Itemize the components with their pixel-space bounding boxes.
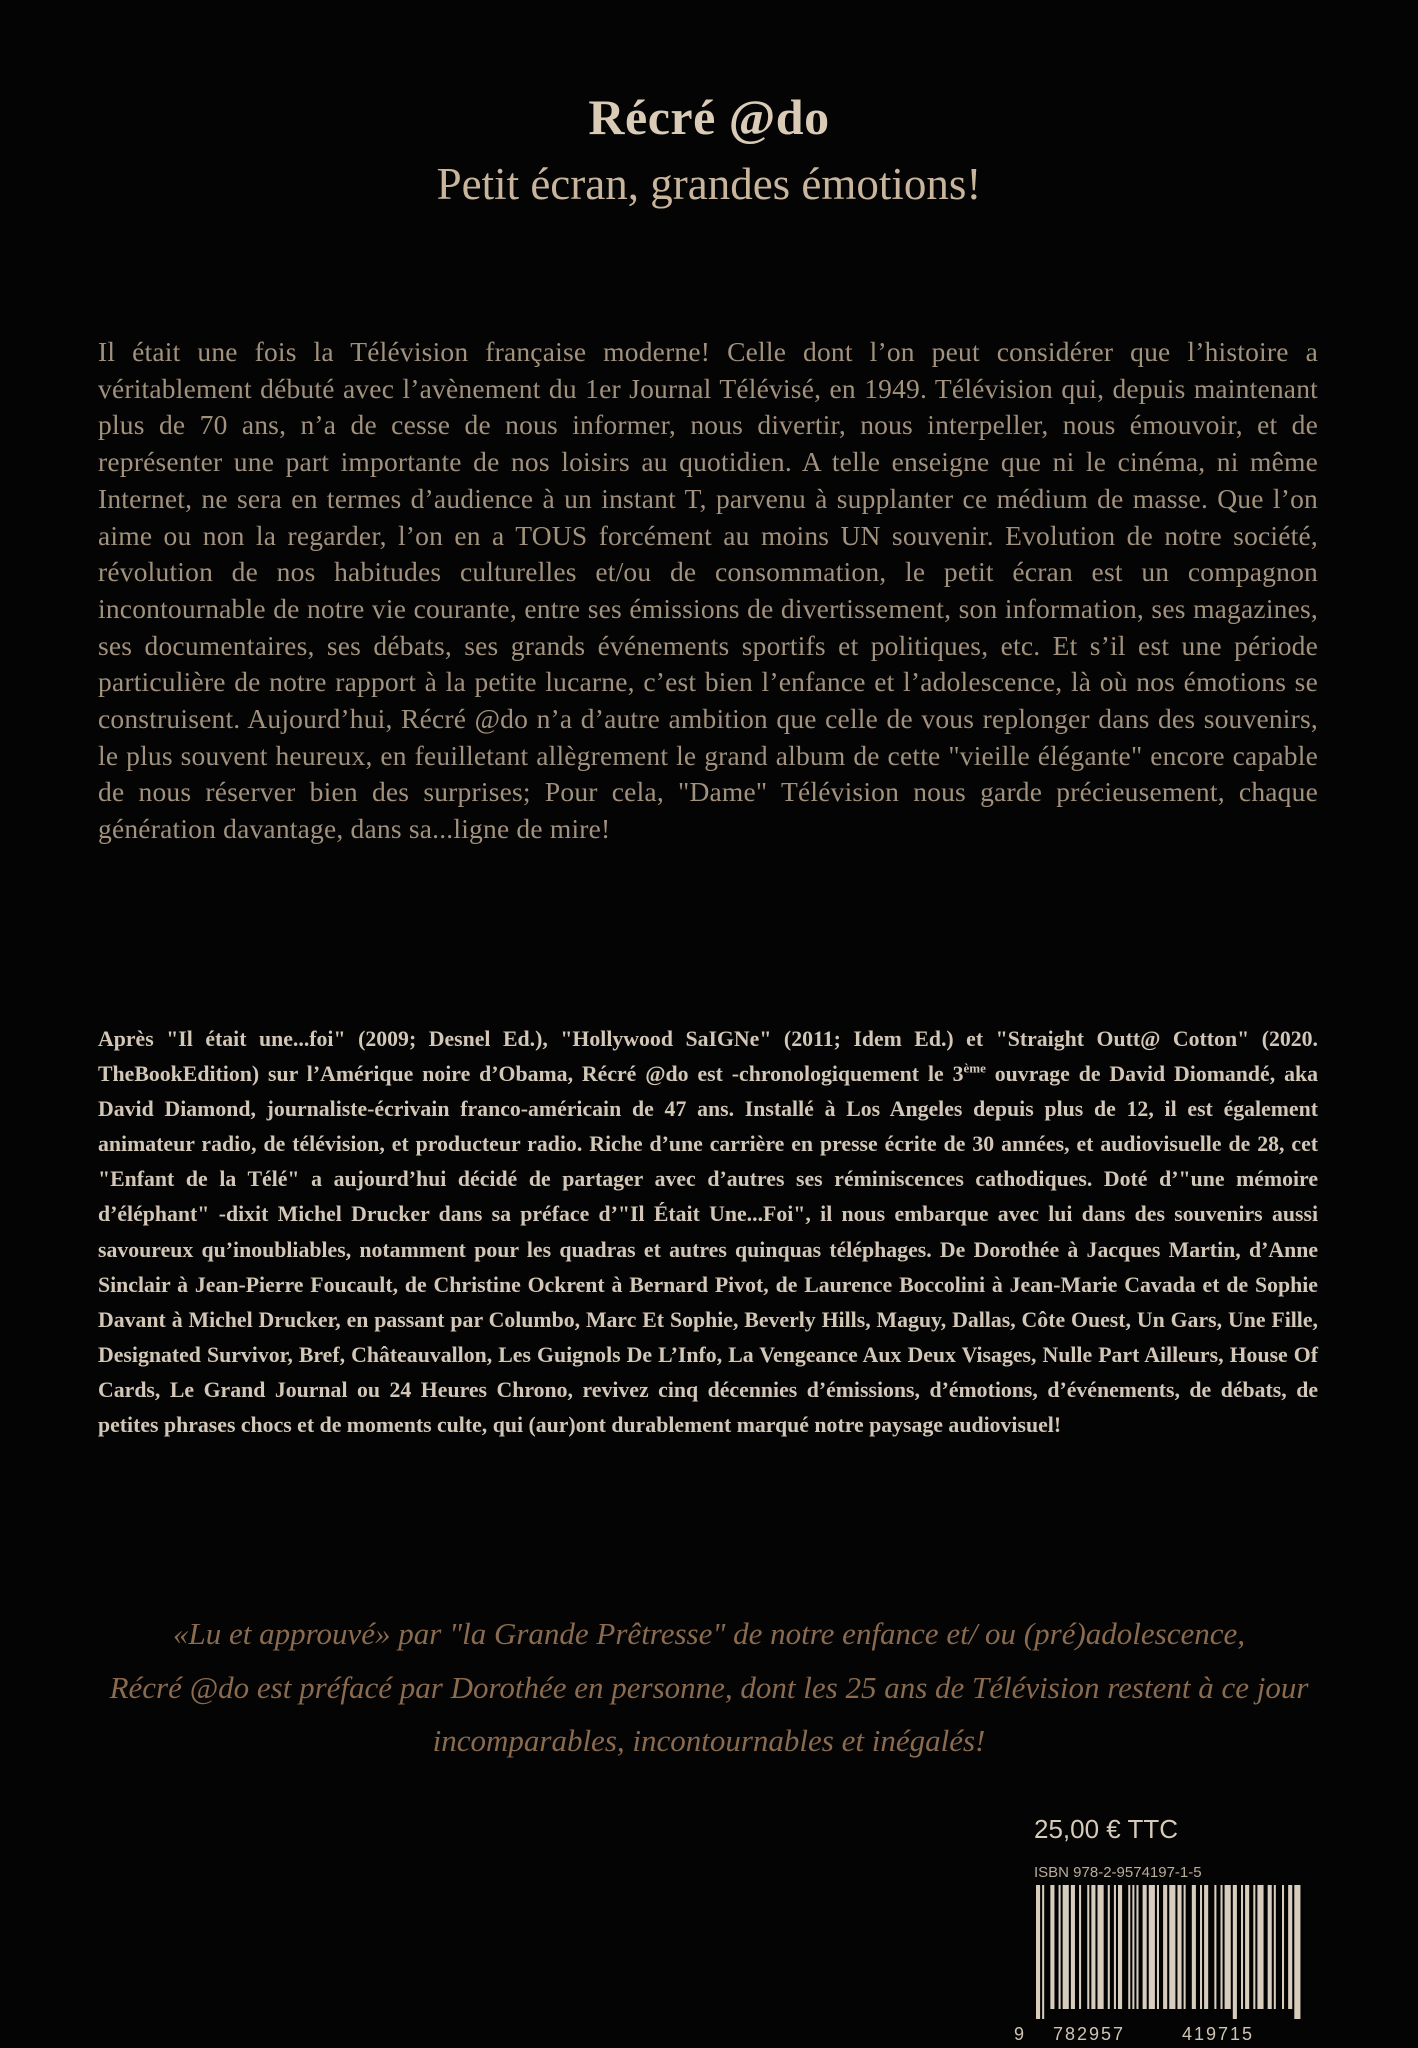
barcode-bar xyxy=(1087,1885,1089,2009)
book-title: Récré @do xyxy=(588,89,830,145)
book-subtitle: Petit écran, grandes émotions! xyxy=(436,159,982,209)
barcode-bar xyxy=(1245,1885,1249,2009)
barcode-bar xyxy=(1184,1885,1186,2009)
barcode-bar xyxy=(1118,1885,1122,2009)
barcode-digit-first: 9 xyxy=(1014,2024,1027,2044)
barcode-bar xyxy=(1108,1885,1110,2009)
isbn-label: ISBN 978-2-9574197-1-5 xyxy=(1034,1864,1202,1881)
barcode-bar xyxy=(1221,1885,1223,2009)
barcode-bar xyxy=(1091,1885,1095,2009)
author-bio xyxy=(98,1022,1318,1443)
barcode-bar xyxy=(1157,1885,1159,2009)
barcode-bar xyxy=(1098,1885,1104,2009)
author-bio-part1: Après "Il était une...foi" (2009; Desnel Ed.), "Hollywood SaIGNe" (2011; Idem Ed.) et "Straight Outt@ Cotton" (2020. TheBookEdition) sur l’Amérique noire d’Obama, Récré @do est -chronologiquement le 3 xyxy=(98,1027,1318,1087)
price-label: 25,00 € TTC xyxy=(1034,1814,1179,1844)
barcode-bar xyxy=(1036,1885,1040,2019)
barcode-bar xyxy=(1050,1885,1054,2009)
barcode-bar xyxy=(1274,1885,1276,2009)
barcode-bar xyxy=(1233,1885,1237,2019)
barcode-bar xyxy=(1136,1885,1138,2009)
barcode-bar xyxy=(1268,1885,1272,2009)
barcode-bar xyxy=(1192,1885,1196,2009)
barcode-bar xyxy=(1177,1885,1181,2009)
barcode-bars xyxy=(1034,1885,1304,2020)
quote-line-1: «Lu et approuvé» par "la Grande Prêtresse" de notre enfance et/ ou (pré)adolescence, xyxy=(172,1616,1245,1651)
barcode-digits-right: 419715 xyxy=(1182,2024,1255,2044)
preface-quote xyxy=(70,1607,1348,1768)
quote-line-3: incomparables, incontournables et inégalés! xyxy=(432,1723,986,1758)
barcode-bar xyxy=(1200,1885,1202,2009)
author-bio-part2: ouvrage de David Diomandé, aka David Diamond, journaliste-écrivain franco-américain de 47 ans. Installé à Los Angeles depuis plus de 12, il est également animateur radio, de télévision, et producteur radio. Riche d’une carrière en presse écrite de 30 années, et audiovisuelle de 28, cet "Enfant de la Télé" a aujourd’hui décidé de partager avec d’autres ses réminiscences cathodiques. Doté d’"une mémoire d’éléphant" -dixit Michel Drucker dans sa préface d’"Il Était Une...Foi", il nous embarque avec lui dans des souvenirs aussi savoureux qu’inoubliables, notamment pour les quadras et autres quinquas téléphages. De Dorothée à Jacques Martin, d’Anne Sinclair à Jean-Pierre Foucault, de Christine Ockrent à Bernard Pivot, de Laurence Boccolini à Jean-Marie Cavada et de Sophie Davant à Michel Drucker, en passant par Columbo, Marc Et Sophie, Beverly Hills, Maguy, Dallas, Côte Ouest, Un Gars, Une Fille, Designated Survivor, Bref, Châteauvallon, Les Guignols De L’Info, La Vengeance Aux Deux Visages, Nulle Part Ailleurs, House Of Cards, Le Grand Journal ou 24 Heures Chrono, revivez cinq décennies d’émissions, d’émotions, d’événements, de débats, de petites phrases chocs et de moments culte, qui (aur)ont durablement marqué notre paysage audiovisuel! xyxy=(98,1062,1318,1438)
barcode-bar xyxy=(1149,1885,1155,2009)
barcode-bar xyxy=(1128,1885,1130,2009)
barcode-bar xyxy=(1241,1885,1243,2009)
barcode-bar xyxy=(1257,1885,1263,2009)
barcode-bar xyxy=(1282,1885,1284,2009)
barcode-bar xyxy=(1132,1885,1134,2009)
barcode-bar xyxy=(1063,1885,1069,2009)
barcode-bar xyxy=(1143,1885,1147,2009)
barcode-bar xyxy=(1059,1885,1061,2009)
barcode-bar xyxy=(1042,1885,1044,2019)
barcode-bar xyxy=(1169,1885,1175,2009)
barcode-bar xyxy=(1294,1885,1300,2019)
barcode-bar xyxy=(1225,1885,1231,2009)
barcode-bar xyxy=(1288,1885,1292,2009)
barcode-bar xyxy=(1163,1885,1167,2009)
barcode-bar xyxy=(1204,1885,1208,2009)
barcode-bar xyxy=(1114,1885,1116,2009)
quote-line-2: Récré @do est préfacé par Dorothée en personne, dont les 25 ans de Télévision restent à ce jour xyxy=(109,1669,1309,1705)
barcode-bar xyxy=(1214,1885,1216,2009)
barcode-digits-left: 782957 xyxy=(1053,2024,1126,2044)
barcode-bar xyxy=(1253,1885,1255,2009)
barcode-bar xyxy=(1071,1885,1075,2009)
barcode xyxy=(1034,1885,1304,2015)
author-bio-superscript: ème xyxy=(963,1060,986,1076)
barcode-bar xyxy=(1079,1885,1081,2009)
intro-paragraph: Il était une fois la Télévision française moderne! Celle dont l’on peut considérer que l’histoire a véritablement débuté avec l’avènement du 1er Journal Télévisé, en 1949. Télévision qui, depuis maintenant plus de 70 ans, n’a de cesse de nous informer, nous divertir, nous interpeller, nous émouvoir, et de représenter une part importante de nos loisirs au quotidien. A telle enseigne que ni le cinéma, ni même Internet, ne sera en termes d’audience à un instant T, parvenu à supplanter ce médium de masse. Que l’on aime ou non la regarder, l’on en a TOUS forcément au moins UN souvenir. Evolution de notre société, révolution de nos habitudes culturelles et/ou de consommation, le petit écran est un compagnon incontournable de notre vie courante, entre ses émissions de divertissement, son information, ses magazines, ses documentaires, ses débats, ses grands événements sportifs et politiques, etc. Et s’il est une période particulière de notre rapport à la petite lucarne, c’est bien l’enfance et l’adolescence, là où nos émotions se construisent. Aujourd’hui, Récré @do n’a d’autre ambition que celle de vous replonger dans des souvenirs, le plus souvent heureux, en feuilletant allègrement le grand album de cette "vieille élégante" encore capable de nous réserver bien des surprises; Pour cela, "Dame" Télévision nous garde précieusement, chaque génération davantage, dans sa...ligne de mire! xyxy=(98,336,1318,845)
